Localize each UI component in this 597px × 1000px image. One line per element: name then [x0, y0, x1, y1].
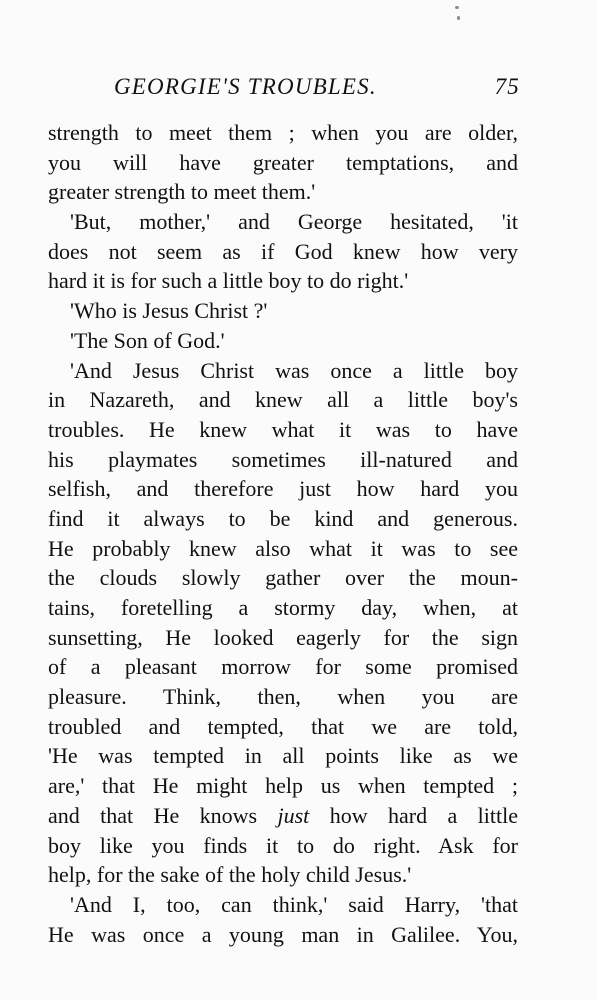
text-line: help, for the sake of the holy child Jesus.' [48, 862, 412, 888]
body-text [48, 118, 518, 949]
text-segment: how hard a little [309, 802, 518, 828]
text-line: you will have greater temptations, and [48, 149, 518, 175]
running-title: GEORGIE'S TROUBLES. [114, 74, 377, 99]
text-line [48, 801, 518, 831]
text-line: selfish, and therefore just how hard you [48, 476, 518, 502]
ink-speck [457, 16, 460, 20]
text-line: his playmates sometimes ill-natured and [48, 446, 518, 472]
text-line: 'And I, too, can think,' said Harry, 'that [70, 891, 518, 917]
emphasized-word: just [277, 802, 310, 828]
text-line: 'Who is Jesus Christ ?' [70, 298, 268, 324]
text-line: in Nazareth, and knew all a little boy's [48, 387, 518, 413]
text-line: are,' that He might help us when tempted ; [48, 773, 518, 799]
text-line: He was once a young man in Galilee. You, [48, 921, 518, 947]
text-line: does not seem as if God knew how very [48, 238, 518, 264]
page-number: 75 [494, 74, 520, 99]
text-line: 'And Jesus Christ was once a little boy [70, 357, 518, 383]
text-line: troubled and tempted, that we are told, [48, 713, 518, 739]
text-line: 'He was tempted in all points like as we [48, 743, 518, 769]
text-line: of a pleasant morrow for some promised [48, 654, 518, 680]
text-line: the clouds slowly gather over the moun- [48, 565, 518, 591]
text-line: tains, foretelling a stormy day, when, at [48, 595, 518, 620]
text-line: hard it is for such a little boy to do right.' [48, 268, 409, 294]
text-line: He probably knew also what it was to see [48, 535, 518, 561]
text-line: sunsetting, He looked eagerly for the sign [48, 624, 518, 650]
text-line: greater strength to meet them.' [48, 179, 316, 205]
running-header [48, 70, 520, 104]
text-line: 'The Son of God.' [70, 327, 225, 353]
text-line: strength to meet them ; when you are older, [48, 120, 518, 145]
ink-speck [455, 6, 459, 9]
text-line: find it always to be kind and generous. [48, 505, 518, 531]
text-line: 'But, mother,' and George hesitated, 'it [70, 209, 518, 235]
text-line: troubles. He knew what it was to have [48, 416, 518, 442]
text-line: boy like you finds it to do right. Ask for [48, 832, 518, 858]
text-segment: and that He knows [48, 802, 278, 828]
text-line: pleasure. Think, then, when you are [48, 684, 518, 710]
